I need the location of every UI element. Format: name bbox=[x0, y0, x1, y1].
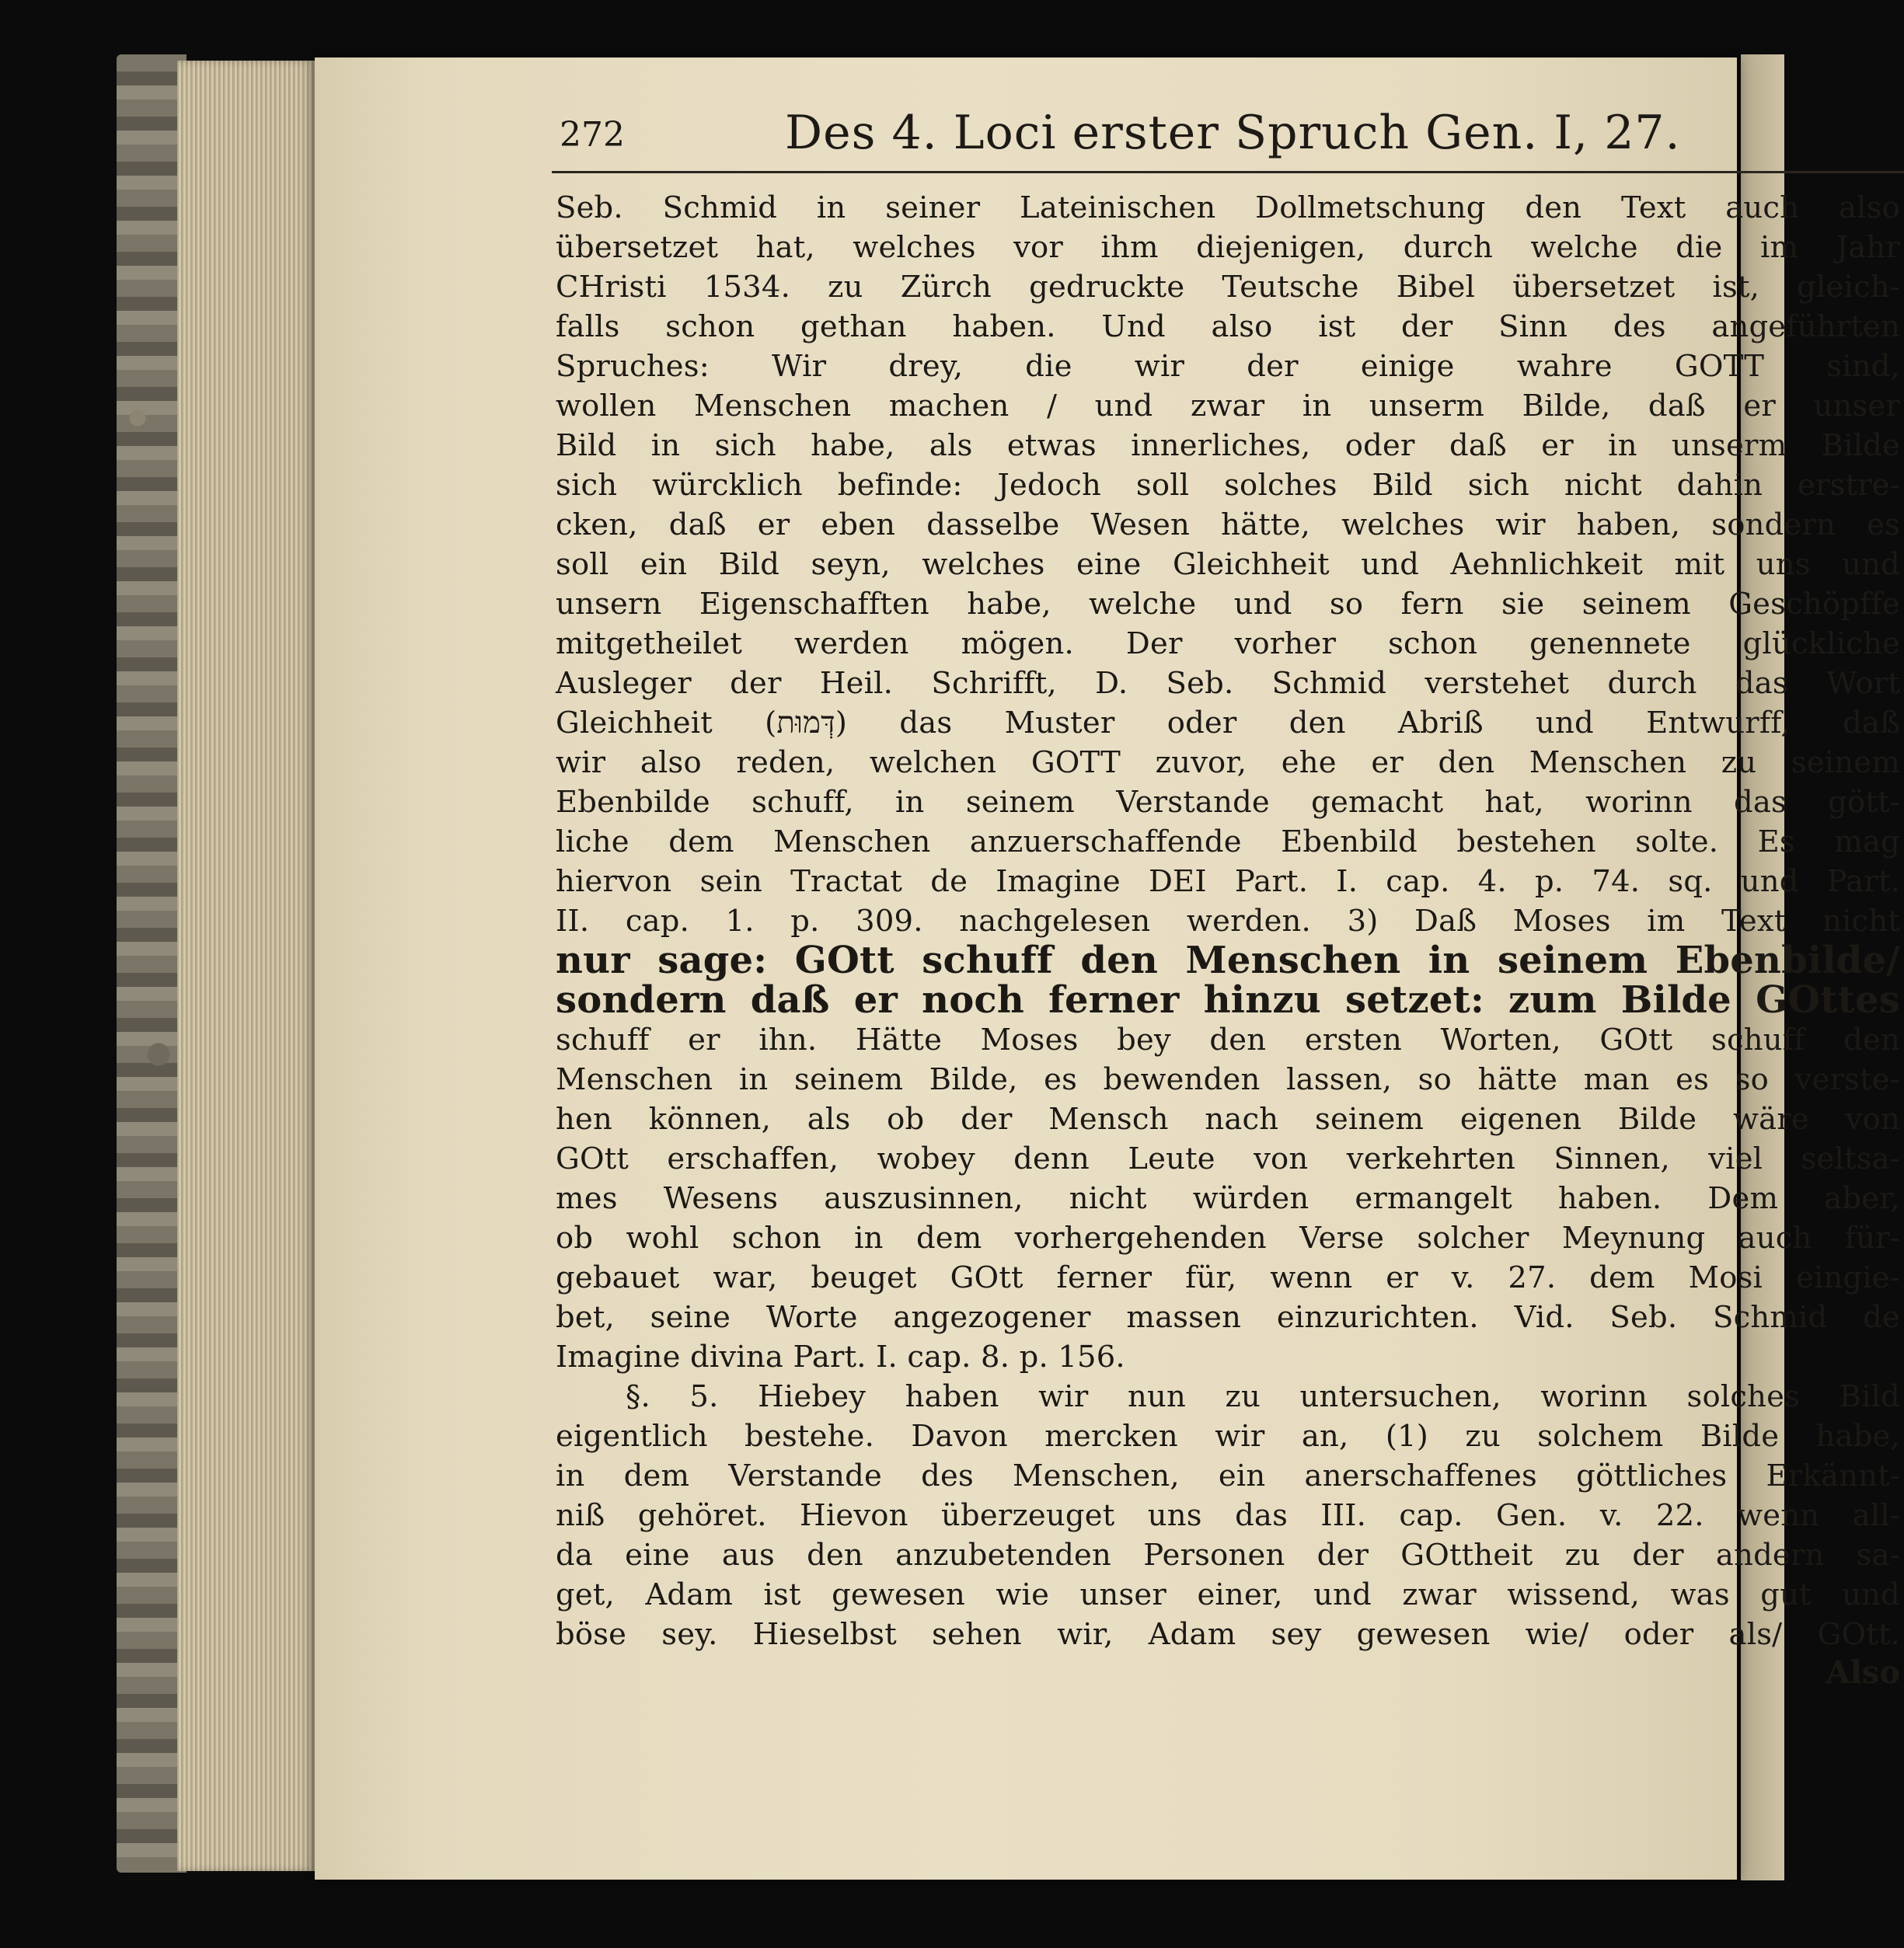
text-line: schuff er ihn. Hätte Moses bey den ersten Worten, GOtt schuff den bbox=[556, 1023, 1900, 1058]
text-line: wollen Menschen machen / und zwar in unserm Bilde, daß er unser bbox=[556, 389, 1900, 423]
book-cover-edge bbox=[117, 54, 187, 1873]
text-line: in dem Verstande des Menschen, ein anerschaffenes göttliches Erkännt- bbox=[556, 1458, 1900, 1493]
catchword: Also bbox=[1826, 1654, 1900, 1691]
text-line: Imagine divina Part. I. cap. 8. p. 156. bbox=[556, 1340, 1125, 1375]
text-line: unsern Eigenschafften habe, welche und so fern sie seinem Geschöpffe bbox=[556, 587, 1900, 622]
text-line: böse sey. Hieselbst sehen wir, Adam sey gewesen wie/ oder als/ GOtt. bbox=[556, 1617, 1900, 1652]
text-line: Ausleger der Heil. Schrifft, D. Seb. Schmid verstehet durch das Wort bbox=[556, 666, 1900, 701]
text-line: Seb. Schmid in seiner Lateinischen Dollmetschung den Text auch also bbox=[556, 190, 1900, 225]
text-line: liche dem Menschen anzuerschaffende Ebenbild bestehen solte. Es mag bbox=[556, 824, 1900, 859]
text-line: ob wohl schon in dem vorhergehenden Verse solcher Meynung auch für- bbox=[556, 1221, 1900, 1256]
text-line: II. cap. 1. p. 309. nachgelesen werden. 3) Daß Moses im Text nicht bbox=[556, 904, 1900, 939]
text-line: CHristi 1534. zu Zürch gedruckte Teutsche Bibel übersetzet ist, gleich- bbox=[556, 270, 1900, 305]
running-title: Des 4. Loci erster Spruch Gen. I, 27. bbox=[785, 106, 1681, 160]
text-line: soll ein Bild seyn, welches eine Gleichheit und Aehnlichkeit mit uns und bbox=[556, 547, 1900, 582]
text-line-emphasis: sondern daß er noch ferner hinzu setzet: zum Bilde GOttes bbox=[556, 978, 1900, 1022]
text-line: da eine aus den anzubetenden Personen der GOttheit zu der andern sa- bbox=[556, 1538, 1900, 1573]
page-header bbox=[552, 101, 1904, 173]
catchword-row bbox=[556, 1654, 1900, 1701]
text-line: get, Adam ist gewesen wie unser einer, und zwar wissend, was gut und bbox=[556, 1577, 1900, 1612]
text-line: cken, daß er eben dasselbe Wesen hätte, welches wir haben, sondern es bbox=[556, 507, 1900, 542]
text-line: hiervon sein Tractat de Imagine DEI Part. I. cap. 4. p. 74. sq. und Part. bbox=[556, 864, 1900, 899]
text-line-emphasis: nur sage: GOtt schuff den Menschen in seinem Ebenbilde/ bbox=[556, 939, 1900, 982]
text-line: Bild in sich habe, als etwas innerliches, oder daß er in unserm Bilde bbox=[556, 428, 1900, 463]
book-page bbox=[315, 57, 1901, 1880]
text-line: mitgetheilet werden mögen. Der vorher schon genennete glückliche bbox=[556, 626, 1900, 661]
text-line: wir also reden, welchen GOTT zuvor, ehe er den Menschen zu seinem bbox=[556, 745, 1900, 780]
text-line-paragraph-start: §. 5. Hiebey haben wir nun zu untersuchen, worinn solches Bild bbox=[626, 1379, 1900, 1414]
page-stack-edge bbox=[177, 61, 317, 1871]
page-number: 272 bbox=[560, 115, 625, 155]
text-line: hen können, als ob der Mensch nach seinem eigenen Bilde wäre von bbox=[556, 1102, 1900, 1137]
text-line: Gleichheit (דְּמוּת) das Muster oder den Abriß und Entwurff, daß bbox=[556, 706, 1901, 741]
text-line: niß gehöret. Hievon überzeuget uns das III. cap. Gen. v. 22. wenn all- bbox=[556, 1498, 1900, 1533]
text-line: mes Wesens auszusinnen, nicht würden ermangelt haben. Dem aber, bbox=[556, 1181, 1900, 1216]
text-line: eigentlich bestehe. Davon mercken wir an, (1) zu solchem Bilde habe, bbox=[556, 1419, 1900, 1454]
text-line: bet, seine Worte angezogener massen einzurichten. Vid. Seb. Schmid de bbox=[556, 1300, 1900, 1335]
text-line: Ebenbilde schuff, in seinem Verstande gemacht hat, worinn das gött- bbox=[556, 785, 1900, 820]
text-line: gebauet war, beuget GOtt ferner für, wenn er v. 27. dem Mosi eingie- bbox=[556, 1260, 1900, 1295]
text-line: sich würcklich befinde: Jedoch soll solches Bild sich nicht dahin erstre- bbox=[556, 468, 1900, 503]
body-text bbox=[556, 188, 1900, 1701]
text-line: GOtt erschaffen, wobey denn Leute von verkehrten Sinnen, viel seltsa- bbox=[556, 1141, 1900, 1176]
text-line: Spruches: Wir drey, die wir der einige wahre GOTT sind, bbox=[556, 349, 1900, 384]
text-line: falls schon gethan haben. Und also ist der Sinn des angeführten bbox=[556, 309, 1900, 344]
text-line: übersetzet hat, welches vor ihm diejenigen, durch welche die im Jahr bbox=[556, 230, 1900, 265]
text-line: Menschen in seinem Bilde, es bewenden lassen, so hätte man es so verste- bbox=[556, 1062, 1900, 1097]
